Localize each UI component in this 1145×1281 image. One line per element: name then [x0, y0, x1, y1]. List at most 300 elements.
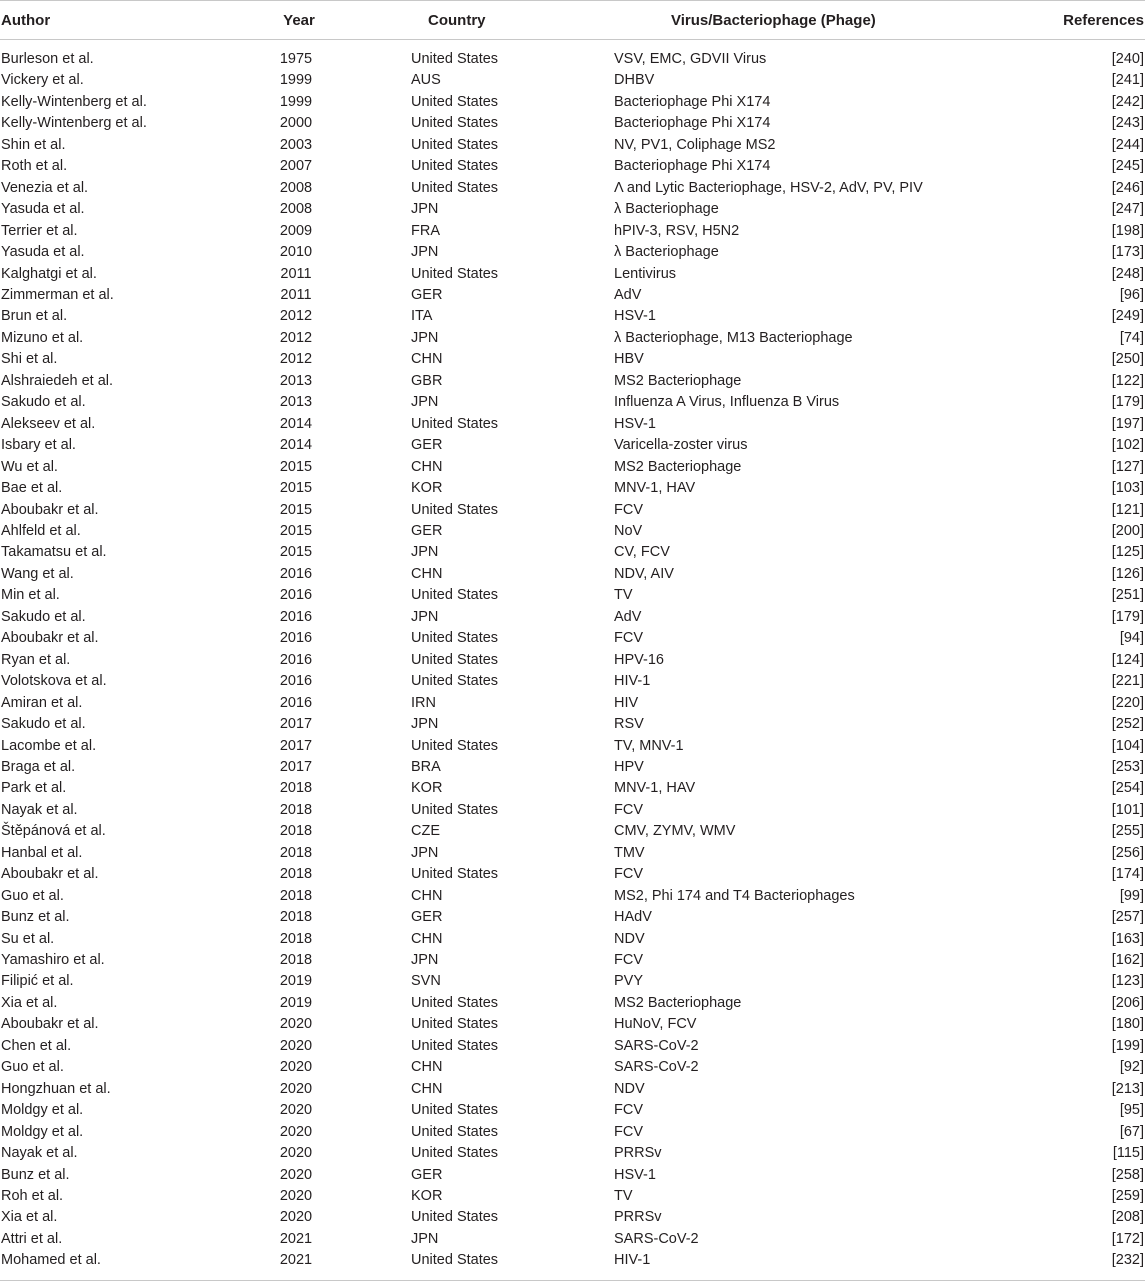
- cell-year: 2020: [279, 1188, 313, 1205]
- cell-reference: [245]: [1111, 158, 1144, 175]
- cell-reference: [74]: [1119, 329, 1144, 346]
- cell-reference: [251]: [1111, 587, 1144, 604]
- cell-reference: [243]: [1111, 115, 1144, 132]
- cell-year: 2012: [279, 329, 313, 346]
- table-row: [0, 392, 1145, 413]
- cell-country: JPN: [411, 201, 439, 218]
- cell-virus: λ Bacteriophage, M13 Bacteriophage: [614, 329, 853, 346]
- header-references: References: [1056, 1, 1145, 40]
- cell-author: Sakudo et al.: [1, 394, 86, 411]
- table-row: [0, 821, 1145, 842]
- table-row: [0, 929, 1145, 950]
- cell-year: 2003: [279, 136, 313, 153]
- cell-reference: [199]: [1111, 1037, 1144, 1054]
- cell-author: Aboubakr et al.: [1, 501, 99, 518]
- cell-year: 2011: [280, 265, 312, 282]
- cell-country: JPN: [411, 716, 439, 733]
- cell-year: 2018: [279, 866, 313, 883]
- cell-reference: [94]: [1119, 630, 1144, 647]
- cell-reference: [103]: [1111, 480, 1144, 497]
- cell-virus: HSV-1: [614, 308, 656, 325]
- cell-reference: [255]: [1111, 823, 1144, 840]
- cell-reference: [254]: [1111, 780, 1144, 797]
- cell-country: JPN: [411, 1230, 439, 1247]
- cell-year: 2018: [279, 930, 313, 947]
- cell-author: Terrier et al.: [1, 222, 78, 239]
- table-row: [0, 135, 1145, 156]
- cell-country: KOR: [411, 780, 443, 797]
- cell-year: 2011: [280, 286, 312, 303]
- cell-country: GBR: [411, 372, 443, 389]
- cell-virus: SARS-CoV-2: [614, 1230, 699, 1247]
- table-row: [0, 564, 1145, 585]
- cell-country: United States: [356, 1250, 611, 1280]
- table-row: [0, 500, 1145, 521]
- cell-author: Amiran et al.: [1, 694, 83, 711]
- cell-reference: [163]: [1111, 930, 1144, 947]
- table-row: [0, 1079, 1145, 1100]
- table-row: [0, 328, 1145, 349]
- cell-reference: [232]: [1056, 1250, 1145, 1280]
- cell-reference: [248]: [1111, 265, 1144, 282]
- cell-reference: [179]: [1111, 608, 1144, 625]
- cell-author: Wang et al.: [1, 565, 74, 582]
- cell-reference: [174]: [1111, 866, 1144, 883]
- cell-year: 2012: [279, 351, 313, 368]
- cell-virus: PRRSv: [614, 1209, 662, 1226]
- cell-year: 2014: [279, 437, 313, 454]
- cell-year: 2020: [279, 1059, 313, 1076]
- cell-virus: AdV: [614, 608, 642, 625]
- cell-reference: [220]: [1111, 694, 1144, 711]
- cell-country: United States: [411, 93, 499, 110]
- cell-author: Nayak et al.: [1, 801, 78, 818]
- cell-year: 2021: [279, 1230, 313, 1247]
- cell-reference: [124]: [1111, 651, 1144, 668]
- cell-author: Nayak et al.: [1, 1145, 78, 1162]
- table-row: [0, 1165, 1145, 1186]
- table-row: [0, 113, 1145, 134]
- cell-virus: HPV: [614, 758, 644, 775]
- cell-author: Aboubakr et al.: [1, 1016, 99, 1033]
- cell-author: Attri et al.: [1, 1230, 63, 1247]
- cell-country: United States: [411, 1102, 499, 1119]
- cell-virus: RSV: [614, 716, 644, 733]
- cell-country: United States: [411, 415, 499, 432]
- cell-reference: [179]: [1111, 394, 1144, 411]
- cell-country: JPN: [411, 952, 439, 969]
- cell-year: 2020: [279, 1145, 313, 1162]
- cell-virus: TV: [614, 1188, 633, 1205]
- cell-year: 2013: [279, 394, 313, 411]
- cell-reference: [102]: [1111, 437, 1144, 454]
- table-row: [0, 457, 1145, 478]
- table-row: [0, 1207, 1145, 1228]
- cell-reference: [213]: [1111, 1080, 1144, 1097]
- cell-year: 1975: [279, 51, 313, 67]
- cell-year: 2016: [279, 630, 313, 647]
- cell-virus: MNV-1, HAV: [614, 780, 696, 797]
- cell-author: Mohamed et al.: [0, 1250, 236, 1280]
- cell-year: 2000: [279, 115, 313, 132]
- table-row: [0, 521, 1145, 542]
- cell-year: 2015: [279, 480, 313, 497]
- cell-reference: [206]: [1111, 994, 1144, 1011]
- cell-year: 2018: [279, 909, 313, 926]
- cell-year: 2019: [279, 973, 313, 990]
- header-author: Author: [0, 1, 236, 40]
- cell-virus: PRRSv: [614, 1145, 662, 1162]
- cell-virus: HBV: [614, 351, 644, 368]
- table-row: [0, 757, 1145, 778]
- table-row: [0, 1143, 1145, 1164]
- cell-year: 2017: [279, 737, 313, 754]
- cell-author: Filipić et al.: [1, 973, 74, 990]
- table-row: [0, 178, 1145, 199]
- cell-author: Braga et al.: [1, 758, 76, 775]
- table-row: [0, 242, 1145, 263]
- cell-virus: HSV-1: [614, 415, 656, 432]
- cell-year: 2012: [279, 308, 313, 325]
- table-row: [0, 199, 1145, 220]
- cell-country: United States: [411, 801, 499, 818]
- cell-virus: λ Bacteriophage: [614, 201, 719, 218]
- cell-virus: NDV: [614, 1080, 645, 1097]
- table-row: [0, 1100, 1145, 1121]
- cell-author: Yasuda et al.: [1, 201, 85, 218]
- cell-country: United States: [411, 673, 499, 690]
- table-row: [0, 864, 1145, 885]
- cell-country: JPN: [411, 608, 439, 625]
- cell-virus: SARS-CoV-2: [614, 1059, 699, 1076]
- cell-reference: [95]: [1119, 1102, 1144, 1119]
- cell-virus: MNV-1, HAV: [614, 480, 696, 497]
- cell-author: Bunz et al.: [1, 1166, 70, 1183]
- cell-country: JPN: [411, 844, 439, 861]
- cell-virus: NoV: [614, 522, 643, 539]
- cell-reference: [104]: [1111, 737, 1144, 754]
- table-row: [0, 1057, 1145, 1078]
- table-row: [0, 585, 1145, 606]
- cell-country: United States: [411, 587, 499, 604]
- cell-country: United States: [411, 1145, 499, 1162]
- cell-country: United States: [411, 1037, 499, 1054]
- cell-year: 2009: [279, 222, 313, 239]
- cell-reference: [198]: [1111, 222, 1144, 239]
- table-row: [0, 264, 1145, 285]
- cell-virus: hPIV-3, RSV, H5N2: [614, 222, 740, 239]
- cell-reference: [252]: [1111, 716, 1144, 733]
- cell-virus: CMV, ZYMV, WMV: [614, 823, 736, 840]
- cell-reference: [67]: [1119, 1123, 1144, 1140]
- cell-reference: [121]: [1111, 501, 1144, 518]
- cell-country: JPN: [411, 329, 439, 346]
- cell-country: KOR: [411, 1188, 443, 1205]
- cell-virus: HSV-1: [614, 1166, 656, 1183]
- cell-reference: [200]: [1111, 522, 1144, 539]
- cell-reference: [241]: [1111, 72, 1144, 89]
- cell-year: 2010: [279, 244, 313, 261]
- cell-virus: FCV: [614, 630, 643, 647]
- table-row: [0, 778, 1145, 799]
- table-row: [0, 971, 1145, 992]
- cell-reference: [249]: [1111, 308, 1144, 325]
- cell-virus: AdV: [614, 286, 642, 303]
- cell-country: United States: [411, 737, 499, 754]
- cell-virus: HAdV: [614, 909, 652, 926]
- cell-year: 2008: [279, 179, 313, 196]
- cell-reference: [123]: [1111, 973, 1144, 990]
- cell-reference: [246]: [1111, 179, 1144, 196]
- cell-year: 2018: [279, 780, 313, 797]
- table-row: [0, 693, 1145, 714]
- cell-author: Kelly-Wintenberg et al.: [1, 93, 147, 110]
- cell-reference: [242]: [1111, 93, 1144, 110]
- cell-reference: [173]: [1111, 244, 1144, 261]
- cell-country: AUS: [411, 72, 441, 89]
- cell-author: Takamatsu et al.: [1, 544, 107, 561]
- cell-reference: [115]: [1112, 1145, 1144, 1162]
- cell-virus: Bacteriophage Phi X174: [614, 93, 771, 110]
- cell-country: KOR: [411, 480, 443, 497]
- cell-author: Mizuno et al.: [1, 329, 84, 346]
- cell-author: Park et al.: [1, 780, 67, 797]
- header-year: Year: [236, 1, 356, 40]
- cell-reference: [208]: [1111, 1209, 1144, 1226]
- cell-country: CZE: [411, 823, 440, 840]
- table-row: [0, 1122, 1145, 1143]
- cell-virus: λ Bacteriophage: [614, 244, 719, 261]
- cell-author: Sakudo et al.: [1, 608, 86, 625]
- cell-country: United States: [411, 51, 499, 67]
- cell-reference: [126]: [1111, 565, 1144, 582]
- cell-virus: Influenza A Virus, Influenza B Virus: [614, 394, 840, 411]
- table-row: [0, 349, 1145, 370]
- cell-country: GER: [411, 909, 443, 926]
- cell-country: United States: [411, 651, 499, 668]
- cell-virus: HuNoV, FCV: [614, 1016, 697, 1033]
- cell-author: Bae et al.: [1, 480, 63, 497]
- cell-reference: [99]: [1119, 887, 1144, 904]
- cell-country: United States: [411, 136, 499, 153]
- cell-author: Shi et al.: [1, 351, 58, 368]
- cell-reference: [180]: [1111, 1016, 1144, 1033]
- cell-year: 2008: [279, 201, 313, 218]
- cell-reference: [172]: [1111, 1230, 1144, 1247]
- cell-author: Lacombe et al.: [1, 737, 97, 754]
- cell-year: 2016: [279, 608, 313, 625]
- cell-virus: FCV: [614, 952, 643, 969]
- cell-author: Vickery et al.: [1, 72, 84, 89]
- cell-country: CHN: [411, 930, 443, 947]
- cell-year: 2020: [279, 1166, 313, 1183]
- cell-country: JPN: [411, 244, 439, 261]
- cell-country: United States: [411, 630, 499, 647]
- table-row: [0, 435, 1145, 456]
- table-row: [0, 371, 1145, 392]
- cell-country: FRA: [411, 222, 440, 239]
- cell-country: United States: [411, 1016, 499, 1033]
- table-row: [0, 907, 1145, 928]
- cell-year: 2016: [279, 565, 313, 582]
- cell-virus: Bacteriophage Phi X174: [614, 158, 771, 175]
- cell-virus: HIV-1: [614, 673, 651, 690]
- cell-virus: Lentivirus: [614, 265, 677, 282]
- table-row: [0, 40, 1145, 71]
- cell-virus: FCV: [614, 866, 643, 883]
- cell-author: Guo et al.: [1, 887, 64, 904]
- cell-year: 2007: [279, 158, 313, 175]
- cell-author: Ryan et al.: [1, 651, 71, 668]
- cell-country: CHN: [411, 458, 443, 475]
- cell-year: 2016: [279, 694, 313, 711]
- cell-country: BRA: [411, 758, 441, 775]
- cell-author: Yamashiro et al.: [1, 952, 105, 969]
- cell-virus: HIV-1: [611, 1250, 1056, 1280]
- cell-author: Volotskova et al.: [1, 673, 107, 690]
- cell-virus: TV: [614, 587, 633, 604]
- cell-author: Aboubakr et al.: [1, 630, 99, 647]
- cell-virus: PVY: [614, 973, 644, 990]
- table-row: [0, 950, 1145, 971]
- cell-virus: MS2 Bacteriophage: [614, 372, 742, 389]
- cell-country: CHN: [411, 1080, 443, 1097]
- table-row: [0, 886, 1145, 907]
- cell-virus: MS2 Bacteriophage: [614, 994, 742, 1011]
- table-row: [0, 650, 1145, 671]
- cell-year: 2020: [279, 1080, 313, 1097]
- cell-author: Kelly-Wintenberg et al.: [1, 115, 147, 132]
- cell-author: Xia et al.: [1, 1209, 58, 1226]
- cell-virus: FCV: [614, 501, 643, 518]
- table-row: [0, 478, 1145, 499]
- cell-country: GER: [411, 1166, 443, 1183]
- cell-country: CHN: [411, 887, 443, 904]
- cell-country: United States: [411, 1209, 499, 1226]
- cell-year: 2020: [279, 1102, 313, 1119]
- cell-author: Su et al.: [1, 930, 55, 947]
- cell-reference: [250]: [1111, 351, 1144, 368]
- cell-virus: Λ and Lytic Bacteriophage, HSV-2, AdV, PV, PIV: [614, 179, 923, 196]
- cell-year: 2017: [279, 716, 313, 733]
- cell-virus: MS2, Phi 174 and T4 Bacteriophages: [614, 887, 855, 904]
- cell-reference: [258]: [1111, 1166, 1144, 1183]
- cell-country: United States: [411, 158, 499, 175]
- cell-author: Roh et al.: [1, 1188, 64, 1205]
- table-row: [0, 671, 1145, 692]
- cell-virus: FCV: [614, 801, 643, 818]
- cell-country: GER: [411, 286, 443, 303]
- cell-author: Xia et al.: [1, 994, 58, 1011]
- cell-virus: TV, MNV-1: [614, 737, 684, 754]
- table-row: [0, 1014, 1145, 1035]
- cell-year: 2017: [279, 758, 313, 775]
- cell-author: Aboubakr et al.: [1, 866, 99, 883]
- cell-year: 2020: [279, 1123, 313, 1140]
- cell-author: Bunz et al.: [1, 909, 70, 926]
- cell-reference: [122]: [1111, 372, 1144, 389]
- cell-virus: NDV: [614, 930, 645, 947]
- cell-virus: DHBV: [614, 72, 655, 89]
- cell-author: Štěpánová et al.: [1, 823, 106, 840]
- cell-author: Isbary et al.: [1, 437, 76, 454]
- cell-year: 2018: [279, 823, 313, 840]
- cell-country: CHN: [411, 1059, 443, 1076]
- table-row: [0, 843, 1145, 864]
- cell-author: Alshraiedeh et al.: [1, 372, 114, 389]
- cell-author: Sakudo et al.: [1, 716, 86, 733]
- cell-country: United States: [411, 501, 499, 518]
- cell-virus: TMV: [614, 844, 645, 861]
- cell-year: 2016: [279, 651, 313, 668]
- cell-country: ITA: [411, 308, 433, 325]
- cell-author: Hanbal et al.: [1, 844, 83, 861]
- table-row: [0, 714, 1145, 735]
- cell-author: Hongzhuan et al.: [1, 1080, 111, 1097]
- cell-virus: HPV-16: [614, 651, 664, 668]
- cell-country: JPN: [411, 544, 439, 561]
- cell-year: 2013: [279, 372, 313, 389]
- table-row: [0, 993, 1145, 1014]
- cell-year: 2016: [279, 587, 313, 604]
- cell-reference: [221]: [1111, 673, 1144, 690]
- cell-reference: [253]: [1111, 758, 1144, 775]
- cell-country: GER: [411, 522, 443, 539]
- cell-year: 2015: [279, 522, 313, 539]
- cell-author: Moldgy et al.: [1, 1102, 84, 1119]
- table-row: [0, 306, 1145, 327]
- table-row: [0, 1250, 1145, 1280]
- cell-author: Kalghatgi et al.: [1, 265, 97, 282]
- cell-reference: [101]: [1111, 801, 1144, 818]
- cell-reference: [244]: [1111, 136, 1144, 153]
- table-body: [0, 40, 1145, 1281]
- cell-reference: [197]: [1111, 415, 1144, 432]
- cell-year: 2018: [279, 801, 313, 818]
- cell-country: JPN: [411, 394, 439, 411]
- cell-virus: HIV: [614, 694, 639, 711]
- cell-country: United States: [411, 994, 499, 1011]
- cell-virus: CV, FCV: [614, 544, 670, 561]
- cell-country: SVN: [411, 973, 441, 990]
- cell-author: Moldgy et al.: [1, 1123, 84, 1140]
- cell-author: Yasuda et al.: [1, 244, 85, 261]
- cell-year: 2015: [279, 501, 313, 518]
- cell-year: 2018: [279, 887, 313, 904]
- cell-country: CHN: [411, 351, 443, 368]
- cell-country: CHN: [411, 565, 443, 582]
- table-row: [0, 1229, 1145, 1250]
- cell-virus: SARS-CoV-2: [614, 1037, 699, 1054]
- cell-virus: FCV: [614, 1123, 643, 1140]
- cell-virus: Varicella-zoster virus: [614, 437, 748, 454]
- cell-author: Wu et al.: [1, 458, 58, 475]
- cell-author: Guo et al.: [1, 1059, 64, 1076]
- table-row: [0, 414, 1145, 435]
- cell-country: IRN: [411, 694, 436, 711]
- cell-year: 2015: [279, 458, 313, 475]
- cell-virus: FCV: [614, 1102, 643, 1119]
- cell-year: 2016: [279, 673, 313, 690]
- cell-reference: [125]: [1111, 544, 1144, 561]
- table-row: [0, 70, 1145, 91]
- cell-reference: [259]: [1111, 1188, 1144, 1205]
- cell-virus: MS2 Bacteriophage: [614, 458, 742, 475]
- cell-country: United States: [411, 1123, 499, 1140]
- cell-author: Roth et al.: [1, 158, 68, 175]
- table-row: [0, 607, 1145, 628]
- cell-author: Brun et al.: [1, 308, 68, 325]
